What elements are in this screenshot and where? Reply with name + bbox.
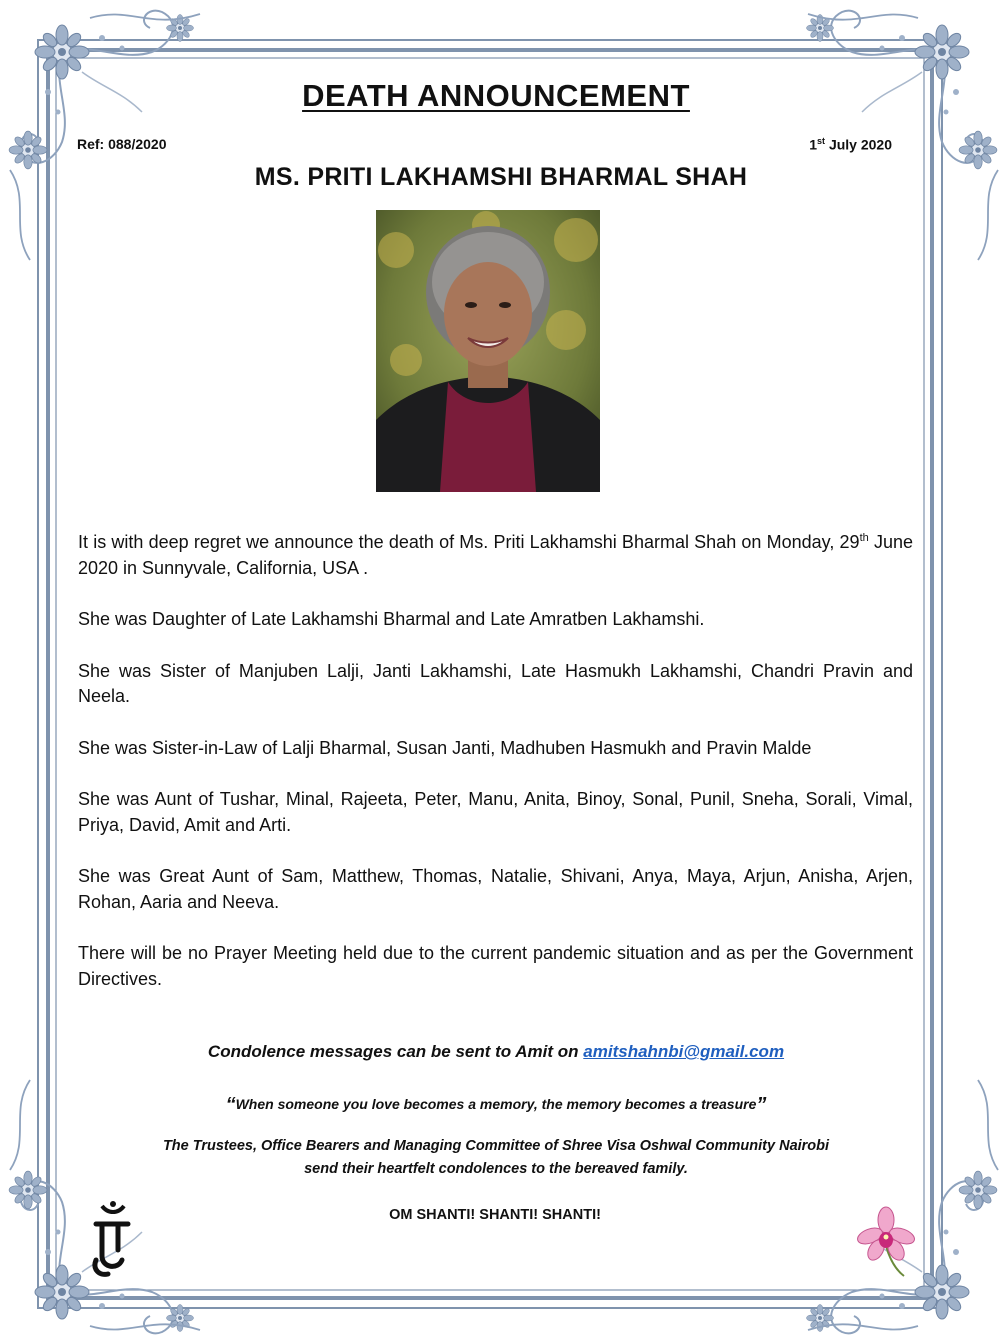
date-rest: July 2020 <box>825 136 892 153</box>
date-day: 1 <box>809 136 818 153</box>
jain-om-symbol-icon <box>88 1198 136 1278</box>
om-shanti: OM SHANTI! SHANTI! SHANTI! <box>389 1207 601 1223</box>
quote-close-mark: ” <box>756 1094 767 1116</box>
death-notice-date-suffix: th <box>859 532 869 544</box>
email-link[interactable]: amitshahnbi@gmail.com <box>583 1042 785 1061</box>
paragraph-nieces-nephews: She was Aunt of Tushar, Minal, Rajeeta, Peter, Manu, Anita, Binoy, Sonal, Punil, Sneha, Sorali, Vimal, Priya, David, Amit and Arti. <box>78 789 913 835</box>
announcement-date <box>809 136 892 153</box>
paragraph-siblings: She was Sister of Manjuben Lalji, Janti Lakhamshi, Late Hasmukh Lakhamshi, Chandri Pravin and Neela. <box>78 660 913 706</box>
condolence-line <box>0 1042 992 1062</box>
quote-open-mark: “ <box>225 1094 236 1116</box>
condolence-text: Condolence messages can be sent to Amit on <box>207 1042 584 1061</box>
portrait-photo <box>376 210 600 492</box>
pink-orchid-icon <box>856 1206 916 1278</box>
announcement-body <box>78 530 913 1018</box>
paragraph-death-notice <box>78 530 913 581</box>
death-notice-text-a: It is with deep regret we announce the death of Ms. Priti Lakhamshi Bharmal Shah on Monday, 29 <box>78 532 860 552</box>
death-notice-text-b: June 2020 in Sunnyvale, California, USA . <box>78 532 913 578</box>
page-title <box>0 78 992 114</box>
memorial-quote <box>0 1094 992 1117</box>
paragraph-in-laws: She was Sister-in-Law of Lalji Bharmal, Susan Janti, Madhuben Hasmukh and Pravin Malde <box>78 737 812 758</box>
paragraph-prayer-meeting: There will be no Prayer Meeting held due to the current pandemic situation and as per the Government Directives. <box>78 943 913 989</box>
trustees-line-1: The Trustees, Office Bearers and Managing Committee of Shree Visa Oshwal Community Nairobi <box>162 1138 830 1154</box>
reference-number: Ref: 088/2020 <box>77 136 167 152</box>
date-suffix: st <box>817 136 826 146</box>
deceased-name: MS. PRITI LAKHAMSHI BHARMAL SHAH <box>254 163 748 191</box>
paragraph-grand-nieces-nephews: She was Great Aunt of Sam, Matthew, Thomas, Natalie, Shivani, Anya, Maya, Arjun, Anisha, Arjen, Rohan, Aaria and Neeva. <box>78 866 913 912</box>
quote-text: When someone you love becomes a memory, the memory becomes a treasure <box>235 1096 757 1112</box>
paragraph-parents: She was Daughter of Late Lakhamshi Bharmal and Late Amratben Lakhamshi. <box>78 609 705 629</box>
trustees-line-2: send their heartfelt condolences to the bereaved family. <box>304 1161 688 1177</box>
title-text: DEATH ANNOUNCEMENT <box>302 78 690 113</box>
trustees-message <box>0 1135 992 1181</box>
